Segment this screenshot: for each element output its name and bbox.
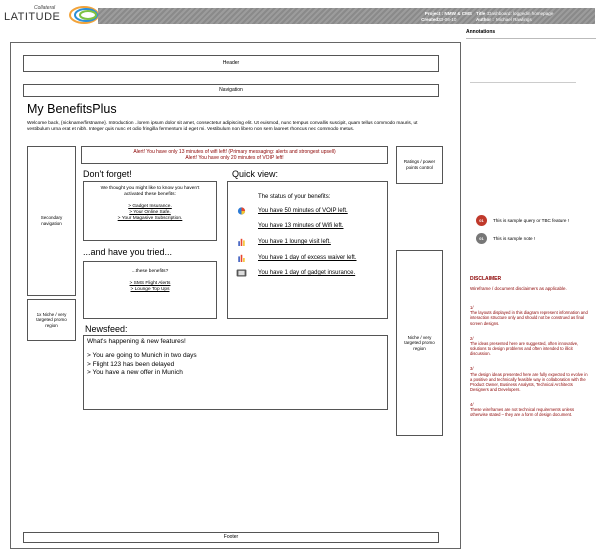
- navigation-label: Navigation: [219, 87, 243, 94]
- lounge-status-link[interactable]: You have 1 lounge visit left.: [258, 239, 331, 245]
- disclaimer-list: [470, 300, 588, 423]
- created-label: Created :: [421, 17, 441, 22]
- alert-banner: [81, 146, 388, 164]
- niche-promo-left-label: 1x Niche / very targeted promo region: [36, 311, 67, 328]
- title-label: Title :: [476, 11, 489, 16]
- newsfeed-heading: Newsfeed:: [85, 324, 128, 334]
- gadget-insurance-status-link[interactable]: You have 1 day of gadget insurance.: [258, 270, 356, 276]
- spacer: [236, 222, 247, 230]
- quick-view-item[interactable]: [236, 254, 357, 262]
- annotation-note[interactable]: [476, 215, 569, 226]
- alert-line-2: Alert! You have only 20 minutes of VOIP left!: [185, 155, 284, 161]
- have-you-tried-panel: [83, 261, 217, 319]
- quick-view-status-label: The status of your benefits:: [258, 194, 331, 200]
- query-note-text: This is sample query or TBC feature !: [493, 218, 569, 223]
- niche-promo-right-label: Niche / very targeted promo region: [404, 334, 435, 351]
- author-value: Michael Rawlings: [496, 17, 532, 22]
- annotation-note[interactable]: [476, 233, 535, 244]
- excess-waiver-status-link[interactable]: You have 1 day of excess waiver left.: [258, 255, 357, 261]
- dont-forget-panel: [83, 181, 217, 241]
- quick-view-item[interactable]: [236, 222, 344, 230]
- pie-chart-icon: [236, 207, 247, 215]
- brand-logo: [4, 4, 104, 28]
- voip-status-link[interactable]: You have 50 minutes of VOIP left.: [258, 208, 348, 214]
- project-info-bar: [98, 8, 595, 24]
- bar-chart-icon: [236, 238, 247, 246]
- note-badge-number: 01: [479, 236, 484, 241]
- query-badge-number: 01: [479, 218, 484, 223]
- newsfeed-subheading: What's happening & new features!: [87, 338, 186, 345]
- online-safe-link[interactable]: > Your Online Safe.: [129, 210, 171, 216]
- quick-view-panel: [227, 181, 388, 319]
- have-you-tried-intro: ...these benefits?: [131, 269, 169, 274]
- disclaimer-item-2: 2/ The ideas presented here are suggested, often innovative, solutions to design problems and often intended to illicit discussion.: [470, 335, 579, 357]
- annotations-divider: [466, 38, 596, 39]
- disclaimer-item-4: 4/ These wireframes are not technical requirements unless otherwise stated – they are a form of design document.: [470, 402, 575, 418]
- footer-label: Footer: [223, 534, 239, 541]
- newsfeed-panel: [83, 335, 388, 410]
- have-you-tried-heading: ...and have you tried...: [83, 247, 173, 257]
- ratings-control-label: Ratings / power points control: [403, 159, 436, 170]
- dont-forget-intro: We thought you might like to know you haven't activated these benefits:: [100, 186, 200, 197]
- annotations-label: Annotations: [466, 29, 496, 35]
- swirl-logo-icon: [66, 4, 102, 26]
- sample-note-text: This is sample note !: [493, 236, 536, 241]
- newsfeed-item-flight-delay[interactable]: > Flight 123 has been delayed: [87, 360, 175, 368]
- project-label: Project : NMW & CMS: [424, 11, 472, 16]
- author-label: Author :: [476, 17, 494, 22]
- quick-view-heading: Quick view:: [232, 169, 279, 179]
- sms-flight-alerts-link[interactable]: > SMS Flight Alerts: [129, 280, 171, 286]
- query-badge-icon: [476, 215, 487, 226]
- header-region: [23, 55, 439, 72]
- dont-forget-heading: Don't forget!: [83, 169, 132, 179]
- alert-line-1: Alert! You have only 13 minutes of wifi left! (Primary messaging: alerts and strongest upsell): [133, 148, 336, 155]
- disclaimer-item-3: 3/ The design ideas presented here are fully expected to evolve in a positive and technically feasible way in collaboration with the Product Owner, Business Analysts, Technical Architects Designers and Developers.: [470, 366, 588, 392]
- magasive-subscription-link[interactable]: > Your Magasive Subscription.: [117, 216, 183, 222]
- created-value: 23-06-10: [438, 17, 457, 22]
- brand-name: LATITUDE: [4, 11, 61, 23]
- ratings-control[interactable]: [396, 146, 443, 184]
- navigation-region[interactable]: [23, 84, 439, 97]
- newsfeed-item-munich-trip[interactable]: > You are going to Munich in two days: [87, 352, 197, 360]
- note-badge-icon: [476, 233, 487, 244]
- annotations-divider: [470, 82, 576, 83]
- secondary-navigation-label: Secondary navigation: [40, 215, 63, 226]
- quick-view-item[interactable]: [236, 269, 355, 277]
- bar-chart-icon: [236, 254, 247, 262]
- device-icon: [236, 269, 247, 277]
- lounge-top-ups-link[interactable]: > Lounge Top Ups: [130, 287, 170, 293]
- newsfeed-item-munich-offer[interactable]: > You have a new offer in Munich: [87, 369, 183, 377]
- disclaimer-item-1: 1/ The layouts displayed in this diagram represent information and interaction structure only and should not be construed as final screen designs.: [470, 305, 588, 326]
- page-title: My BenefitsPlus: [27, 102, 117, 116]
- title-value: Dashboard: loggedin homepage: [488, 11, 554, 16]
- niche-promo-left[interactable]: [27, 299, 76, 341]
- disclaimer-title: DISCLAIMER: [470, 276, 502, 282]
- wifi-status-link[interactable]: You have 13 minutes of Wifi left.: [258, 223, 344, 229]
- brand-tagline: Collateral: [34, 5, 56, 11]
- quick-view-item[interactable]: [236, 207, 348, 215]
- disclaimer-intro: Wireframe / document disclaimers as applicable.: [470, 286, 567, 291]
- intro-text: Welcome back, {nickname/firstname}. Introduction ..lorem ipsum dolor sit amet, consectetur adipiscing elit. Ut euismod, nunc tempus convallis suscipit, quam tellus commodo mauris, ut vestibulum urna erat et nibh. Integer quis nunc et odio fringilla fermentum id eget mi. Vestibulum non libero non sem laoreet rhoncus nec commodo metus.: [27, 121, 418, 133]
- quick-view-item[interactable]: [236, 238, 331, 246]
- footer-region: [23, 532, 439, 543]
- niche-promo-right[interactable]: [396, 250, 443, 436]
- header-label: Header: [222, 60, 240, 67]
- secondary-navigation[interactable]: [27, 146, 76, 296]
- gadget-insurance-link[interactable]: > Gadget Insurance.: [128, 203, 172, 209]
